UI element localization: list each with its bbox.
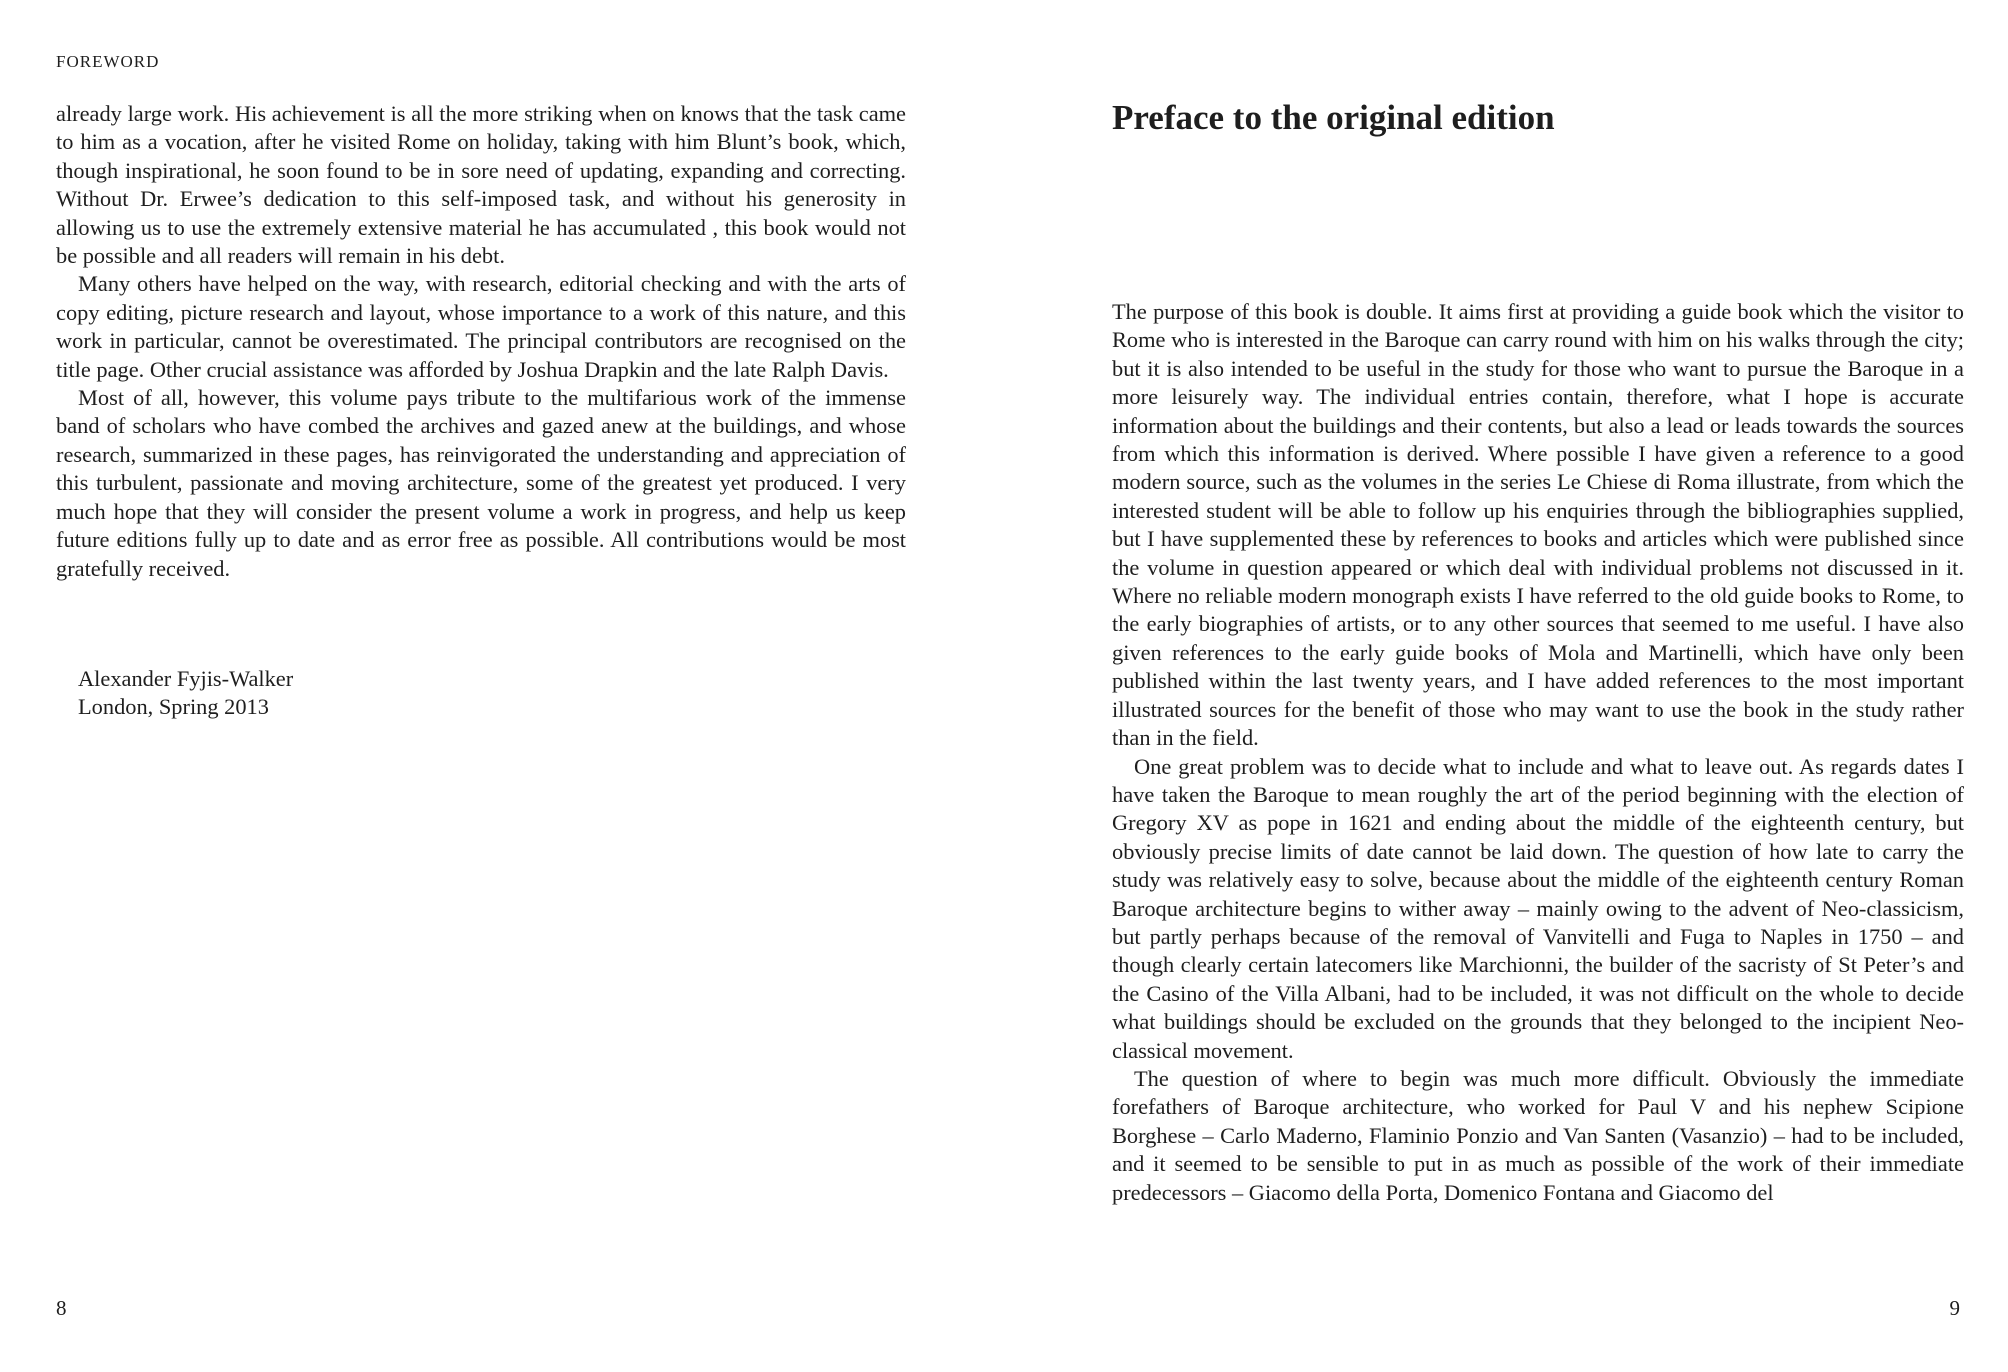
- chapter-title: Preface to the original edition: [1112, 98, 1555, 137]
- signature-name: Alexander Fyjis-Walker: [78, 666, 294, 691]
- foreword-text: [56, 100, 906, 583]
- page-number-left: 8: [56, 1296, 67, 1320]
- preface-paragraph-2: One great problem was to decide what to include and what to leave out. As regards dates I have taken the Baroque to mean roughly the art of the period beginning with the election of Gregory XV as pope in 1621 and ending about the middle of the eighteenth century, but obviously precise limits of date cannot be laid down. The question of how late to carry the study was relatively easy to solve, because about the middle of the eighteenth century Roman Baroque architecture begins to wither away – mainly owing to the advent of Neo-classicism, but partly perhaps because of the removal of Vanvitelli and Fuga to Naples in 1750 – and though clearly certain latecomers like Marchionni, the builder of the sacristy of St Peter’s and the Casino of the Villa Albani, had to be included, it was not difficult on the whole to decide what buildings should be excluded on the grounds that they belonged to the incipient Neo-classical movement.: [1112, 753, 1964, 1063]
- right-page: [1004, 0, 2008, 1372]
- foreword-paragraph-1: already large work. His achievement is all the more striking when on knows that the task came to him as a vocation, after he visited Rome on holiday, taking with him Blunt’s book, which, though inspirational, he soon found to be in sore need of updating, expanding and correcting. Without Dr. Erwee’s dedication to this self-imposed task, and without his generosity in allowing us to use the extremely extensive material he has accumulated , this book would not be possible and all readers will remain in his debt.: [56, 101, 906, 269]
- preface-paragraph-1: The purpose of this book is double. It aims first at providing a guide book which the visitor to Rome who is interested in the Baroque can carry round with him on his walks through the city; but it is also intended to be useful in the study for those who want to pursue the Baroque in a more leisurely way. The individual entries contain, therefore, what I hope is accurate information about the buildings and their contents, but also a lead or leads towards the sources from which this information is derived. Where possible I have given a reference to a good modern source, such as the volumes in the series Le Chiese di Roma illustrate, from which the interested student will be able to follow up his enquiries through the bibliographies supplied, but I have supplemented these by references to books and articles which were published since the volume in question appeared or which deal with individual problems not discussed in it. Where no reliable modern monograph exists I have referred to the old guide books to Rome, to the early biographies of artists, or to any other sources that seemed to me useful. I have also given references to the early guide books of Mola and Martinelli, which have only been published within the last twenty years, and I have added references to the most important illustrated sources for the benefit of those who may want to use the book in the study rather than in the field.: [1112, 299, 1964, 751]
- signature-block: [78, 665, 293, 722]
- preface-text: [1112, 298, 1964, 1207]
- running-head: FOREWORD: [56, 52, 160, 71]
- signature-place-date: London, Spring 2013: [78, 694, 269, 720]
- page-number-right: 9: [1949, 1296, 1960, 1320]
- foreword-paragraph-3: Most of all, however, this volume pays tribute to the multifarious work of the immense band of scholars who have combed the archives and gazed anew at the buildings, and whose research, summarized in these pages, has reinvigorated the understanding and appreciation of this turbulent, passionate and moving architecture, some of the greatest yet produced. I very much hope that they will consider the present volume a work in progress, and help us keep future editions fully up to date and as error free as possible. All contributions would be most gratefully received.: [56, 385, 906, 581]
- preface-paragraph-3: The question of where to begin was much more difficult. Obviously the immediate forefathers of Baroque architecture, who worked for Paul V and his nephew Scipione Borghese – Carlo Maderno, Flaminio Ponzio and Van Santen (Vasanzio) – had to be included, and it seemed to be sensible to put in as much as possible of the work of their immediate predecessors – Giacomo della Porta, Domenico Fontana and Giacomo del: [1112, 1065, 1964, 1205]
- foreword-paragraph-2: Many others have helped on the way, with research, editorial checking and with the arts of copy editing, picture research and layout, whose importance to a work of this nature, and this work in particular, cannot be overestimated. The principal contributors are recognised on the title page. Other crucial assistance was afforded by Joshua Drapkin and the late Ralph Davis.: [56, 271, 906, 382]
